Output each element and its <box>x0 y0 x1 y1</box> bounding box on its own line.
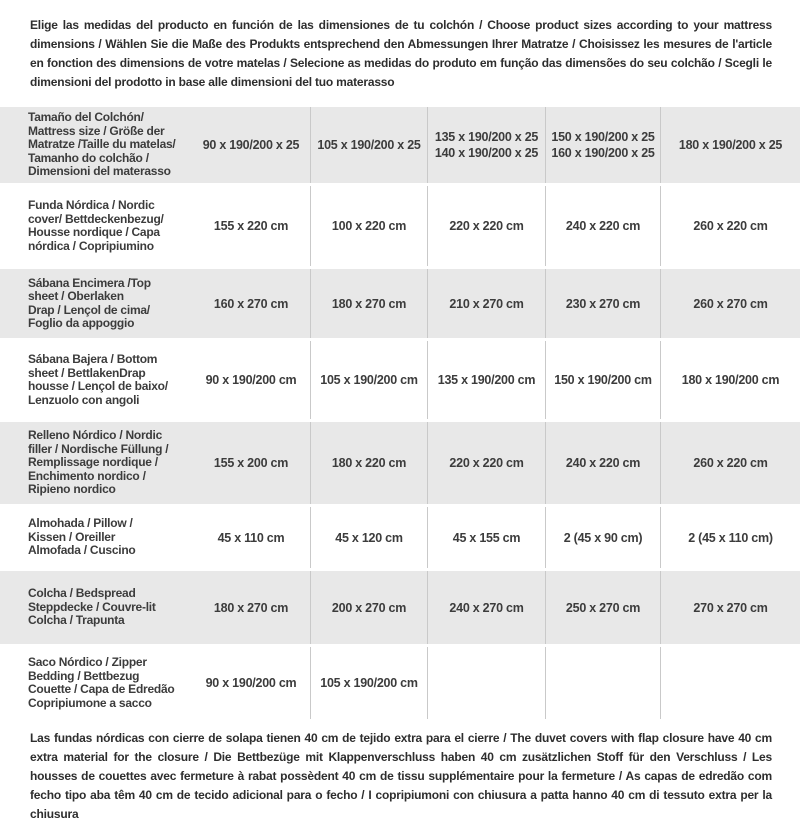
table-row-zipper-bedding <box>0 647 800 719</box>
product-label-cell: Sábana Encimera /Top sheet / Oberlaken Drap / Lençol de cima/ Foglio da appoggio <box>28 275 151 330</box>
size-value-cell: 160 x 270 cm <box>213 296 289 311</box>
size-value-cell: 250 x 270 cm <box>545 571 660 644</box>
size-value-cell: 135 x 190/200 x 25 140 x 190/200 x 25 <box>427 107 545 183</box>
table-row-top-sheet <box>0 269 800 338</box>
size-value-cell: 2 (45 x 90 cm) <box>545 507 660 568</box>
size-value-cell: 135 x 190/200 cm <box>427 341 545 419</box>
size-value-cell: 260 x 220 cm <box>660 186 800 266</box>
product-label-cell: Sábana Bajera / Bottom sheet / BettlakenDrap housse / Lençol de baixo/ Lenzuolo con angoli <box>28 352 168 407</box>
product-label-cell: Almohada / Pillow / Kissen / Oreiller Almofada / Cuscino <box>28 516 136 558</box>
size-value-cell: 45 x 120 cm <box>310 507 427 568</box>
size-value-cell: 240 x 220 cm <box>545 186 660 266</box>
table-row-bedspread <box>0 571 800 644</box>
size-value-cell <box>427 647 545 719</box>
table-row-bottom-sheet <box>0 341 800 419</box>
size-value-cell: 180 x 220 cm <box>310 422 427 504</box>
size-value-cell: 180 x 190/200 x 25 <box>660 107 800 183</box>
size-value-cell <box>545 647 660 719</box>
size-value-cell: 220 x 220 cm <box>427 186 545 266</box>
product-label-cell: Saco Nórdico / Zipper Bedding / Bettbezug Couette / Capa de Edredão Copripiumone a sacco <box>28 655 175 710</box>
product-size-table <box>0 107 800 719</box>
product-label-cell: Relleno Nórdico / Nordic filler / Nordische Füllung / Remplissage nordique / Enchimento nordico / Ripieno nordico <box>28 428 169 497</box>
size-value-cell: 180 x 190/200 cm <box>660 341 800 419</box>
size-value-cell: 180 x 270 cm <box>310 269 427 338</box>
table-row-nordic-filler <box>0 422 800 504</box>
size-value-cell: 260 x 270 cm <box>660 269 800 338</box>
size-value-cell: 240 x 270 cm <box>427 571 545 644</box>
size-value-cell: 105 x 190/200 cm <box>310 341 427 419</box>
size-value-cell: 150 x 190/200 x 25 160 x 190/200 x 25 <box>545 107 660 183</box>
size-value-cell: 210 x 270 cm <box>427 269 545 338</box>
size-value-cell: 230 x 270 cm <box>545 269 660 338</box>
size-value-cell: 100 x 220 cm <box>310 186 427 266</box>
table-row-pillow <box>0 507 800 568</box>
size-value-cell: 260 x 220 cm <box>660 422 800 504</box>
size-value-cell: 2 (45 x 110 cm) <box>660 507 800 568</box>
size-value-cell <box>660 647 800 719</box>
footnote-text: Las fundas nórdicas con cierre de solapa tienen 40 cm de tejido extra para el cierre / The duvet covers with flap closure have 40 cm extra material for the closure / Die Bettbezüge mit Klappenverschluss haben 40 cm zusätzlichen Stoff für den Verschluss / Les housses de couettes avec fermeture à rabat possèdent 40 cm de tissu supplémentaire pour la fermeture / As capas de edredão com fecho tipo aba têm 40 cm de tecido adicional para o fecho / I copripiumoni con chiusura a patta hanno 40 cm di tessuto extra per la chiusura <box>30 731 772 821</box>
size-value-cell: 45 x 110 cm <box>217 530 285 545</box>
size-value-cell: 155 x 220 cm <box>213 219 289 233</box>
size-value-cell: 90 x 190/200 cm <box>205 676 297 690</box>
size-value-cell: 90 x 190/200 x 25 <box>202 138 300 152</box>
size-value-cell: 45 x 155 cm <box>427 507 545 568</box>
size-value-cell: 200 x 270 cm <box>310 571 427 644</box>
product-label-cell: Tamaño del Colchón/ Mattress size / Größe der Matratze /Taille du matelas/ Tamanho do colchão / Dimensioni del materasso <box>28 110 176 179</box>
intro-text: Elige las medidas del producto en función de las dimensiones de tu colchón / Choose product sizes according to your mattress dimensions / Wählen Sie die Maße des Produkts entsprechend den Abmessungen Ihrer Matratze / Choisissez les mesures de l'article en fonction des dimensions de votre matelas / Selecione as medidas do produto em função das dimensões do seu colchão / Scegli le dimensioni del prodotto in base alle dimensioni del tuo materasso <box>30 18 772 89</box>
table-row-nordic-cover <box>0 186 800 266</box>
size-value-cell: 90 x 190/200 cm <box>205 373 297 387</box>
product-label-cell: Funda Nórdica / Nordic cover/ Bettdeckenbezug/ Housse nordique / Capa nórdica / Copripiumino <box>28 198 164 253</box>
size-value-cell: 240 x 220 cm <box>545 422 660 504</box>
size-value-cell: 105 x 190/200 x 25 <box>310 107 427 183</box>
size-value-cell: 155 x 200 cm <box>213 456 289 470</box>
size-value-cell: 105 x 190/200 cm <box>310 647 427 719</box>
size-value-cell: 270 x 270 cm <box>660 571 800 644</box>
size-value-cell: 150 x 190/200 cm <box>545 341 660 419</box>
size-value-cell: 220 x 220 cm <box>427 422 545 504</box>
table-row-mattress-size <box>0 107 800 183</box>
size-value-cell: 180 x 270 cm <box>213 600 289 615</box>
product-label-cell: Colcha / Bedspread Steppdecke / Couvre-lit Colcha / Trapunta <box>28 586 156 628</box>
